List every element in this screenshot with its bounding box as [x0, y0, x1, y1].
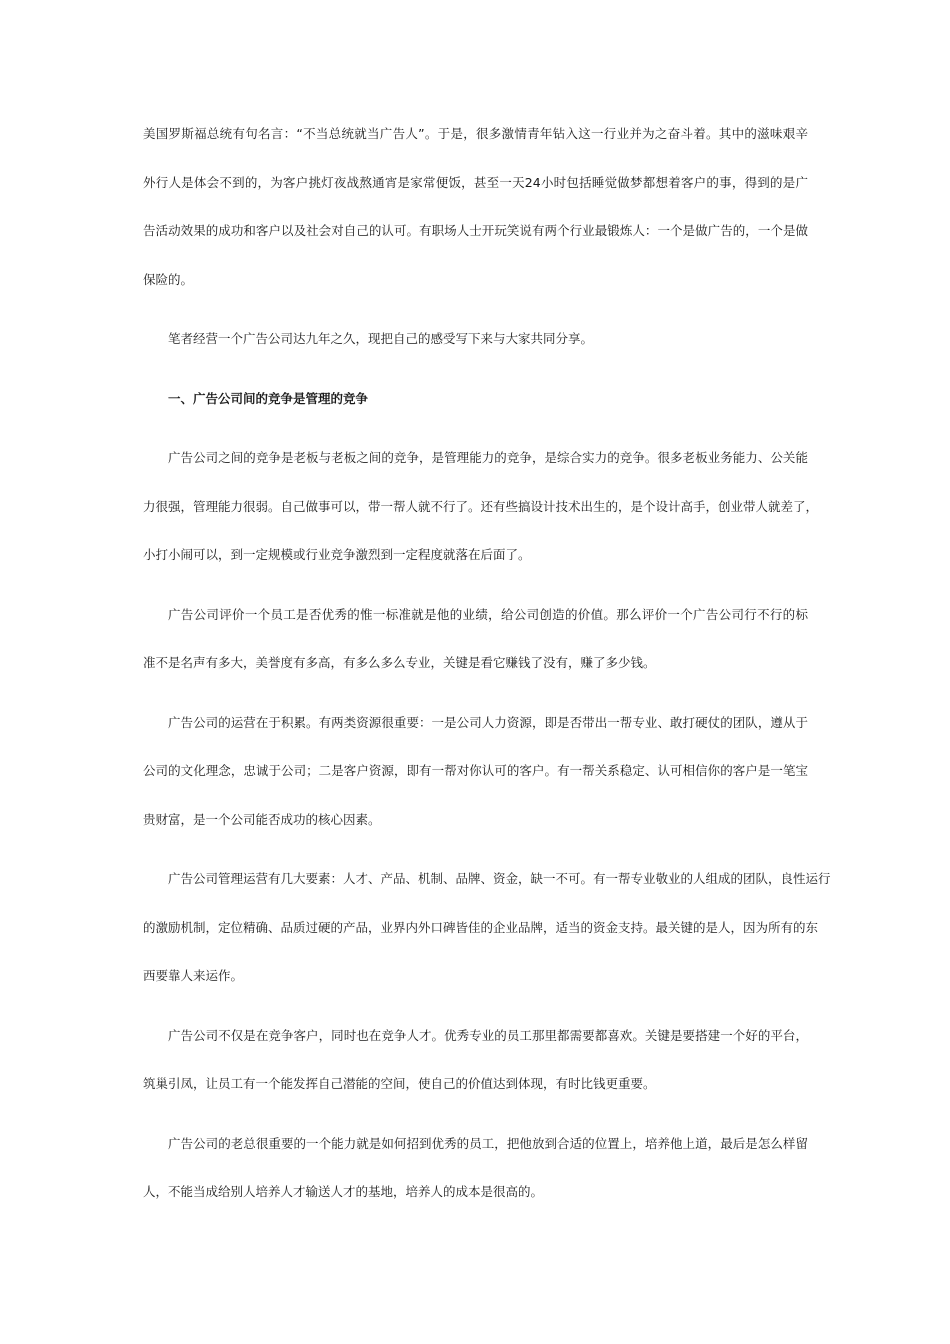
text-line: 广告公司管理运营有几大要素：人才、产品、机制、品牌、资金，缺一不可。有一帮专业敬业的人组成的团队，良性运行	[168, 871, 831, 886]
intro-paragraph	[143, 122, 808, 316]
body-paragraph	[143, 1132, 808, 1229]
text-line: 力很强，管理能力很弱。自己做事可以，带一帮人就不行了。还有些搞设计技术出生的，是个设计高手，创业带人就差了，	[143, 498, 819, 514]
text-line: 告活动效果的成功和客户以及社会对自己的认可。有职场人士开玩笑说有两个行业最锻炼人：一个是做广告的，一个是做	[143, 223, 808, 238]
text-line: 的激励机制，定位精确、品质过硬的产品，业界内外口碑皆佳的企业品牌，适当的资金支持。最关键的是人，因为所有的东	[143, 919, 819, 935]
section-heading: 一、广告公司间的竞争是管理的竞争	[168, 390, 369, 406]
text-line: 准不是名声有多大，美誉度有多高，有多么多么专业，关键是看它赚钱了没有，赚了多少钱。	[143, 655, 656, 670]
body-paragraph	[143, 867, 831, 1013]
text-line: 人，不能当成给别人培养人才输送人才的基地，培养人的成本是很高的。	[143, 1184, 544, 1199]
text-line: 广告公司不仅是在竞争客户，同时也在竞争人才。优秀专业的员工那里都需要都喜欢。关键是要搭建一个好的平台，	[168, 1027, 808, 1043]
text-line: 笔者经营一个广告公司达九年之久，现把自己的感受写下来与大家共同分享。	[168, 331, 594, 346]
text-line: 保险的。	[143, 271, 194, 287]
text-line: 西要靠人来运作。	[143, 968, 244, 983]
text-line: 广告公司的运营在于积累。有两类资源很重要：一是公司人力资源，即是否带出一帮专业、敢打硬仗的团队，遵从于	[168, 714, 808, 730]
document-body	[143, 122, 831, 1229]
text-line: 小打小闹可以，到一定规模或行业竞争激烈到一定程度就落在后面了。	[143, 547, 531, 562]
text-line: 公司的文化理念，忠诚于公司；二是客户资源，即有一帮对你认可的客户。有一帮关系稳定、认可相信你的客户是一笔宝	[143, 763, 808, 778]
author-intro-paragraph	[143, 327, 808, 376]
body-paragraph	[143, 446, 819, 592]
text-line: 筑巢引凤，让员工有一个能发挥自己潜能的空间，使自己的价值达到体现，有时比钱更重要。	[143, 1076, 656, 1091]
body-paragraph	[143, 1024, 808, 1121]
text-line: 外行人是体会不到的，为客户挑灯夜战熬通宵是家常便饭，甚至一天24小时包括睡觉做梦都想着客户的事，得到的是广	[143, 174, 808, 190]
body-paragraph	[143, 603, 808, 700]
text-line: 美国罗斯福总统有句名言：“不当总统就当广告人”。于是，很多激情青年钻入这一行业并为之奋斗着。其中的滋味艰辛	[143, 126, 808, 141]
text-line: 广告公司的老总很重要的一个能力就是如何招到优秀的员工，把他放到合适的位置上，培养他上道，最后是怎么样留	[168, 1135, 808, 1151]
body-paragraph	[143, 711, 808, 857]
text-line: 广告公司评价一个员工是否优秀的惟一标准就是他的业绩，给公司创造的价值。那么评价一个广告公司行不行的标	[168, 606, 808, 622]
text-line: 广告公司之间的竞争是老板与老板之间的竞争，是管理能力的竞争，是综合实力的竞争。很多老板业务能力、公关能	[168, 450, 808, 465]
text-line: 贵财富，是一个公司能否成功的核心因素。	[143, 811, 381, 827]
